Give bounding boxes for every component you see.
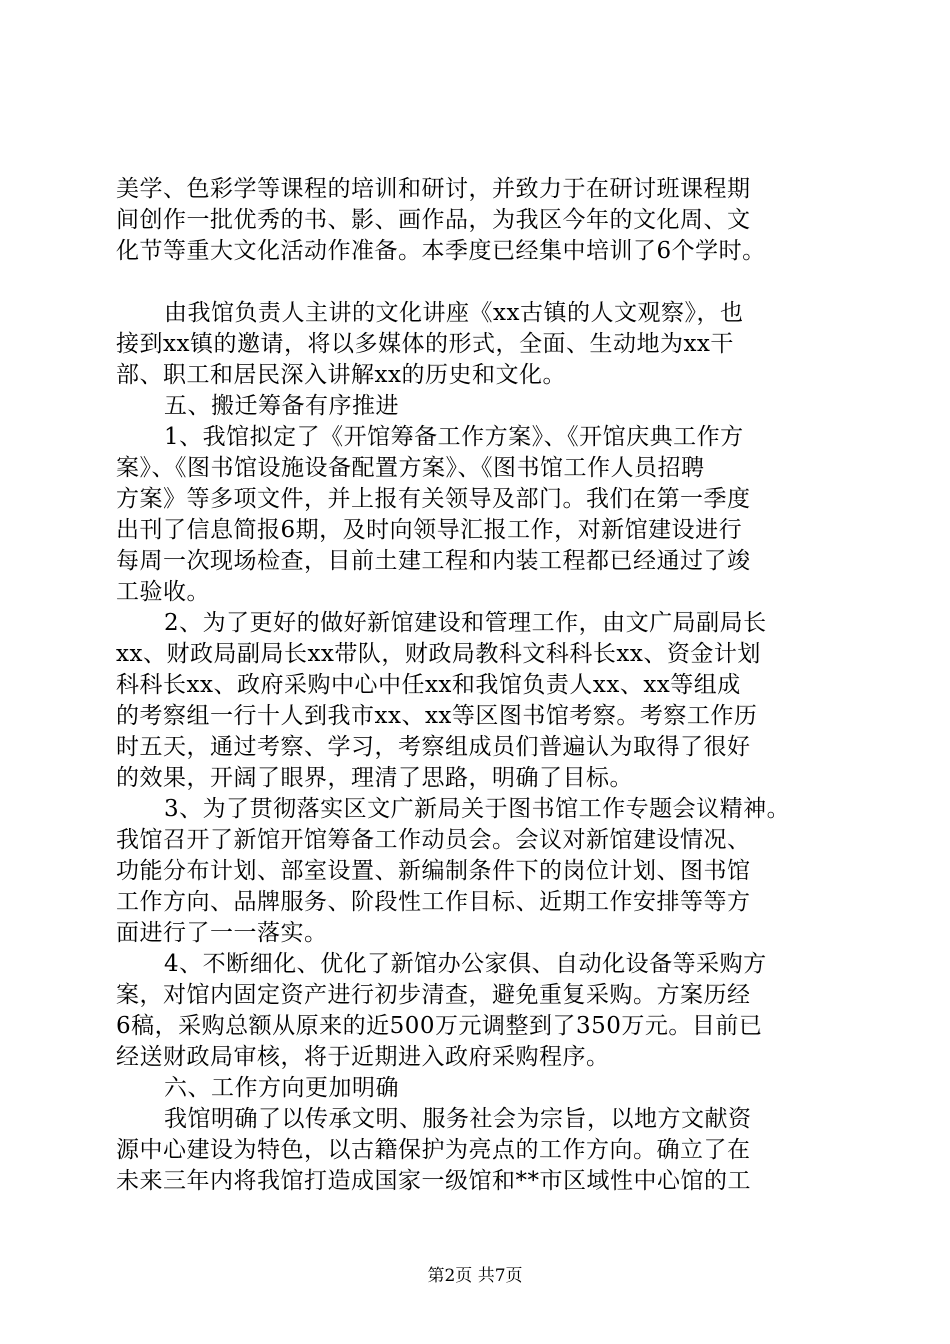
text-line: 案，对馆内固定资产进行初步清查，避免重复采购。方案历经 <box>116 982 751 1008</box>
text-line: 源中心建设为特色，以古籍保护为亮点的工作方向。确立了在 <box>116 1137 751 1163</box>
text-line: 2、为了更好的做好新馆建设和管理工作，由文广局副局长 <box>164 610 767 636</box>
text-line: 五、搬迁筹备有序推进 <box>164 393 399 419</box>
text-line: 功能分布计划、部室设置、新编制条件下的岗位计划、图书馆 <box>116 858 751 884</box>
text-line: 由我馆负责人主讲的文化讲座《xx古镇的人文观察》，也 <box>164 300 744 326</box>
text-line: 工作方向、品牌服务、阶段性工作目标、近期工作安排等等方 <box>116 889 751 915</box>
text-line: 时五天，通过考察、学习，考察组成员们普遍认为取得了很好 <box>116 734 751 760</box>
text-line: 科科长xx、政府采购中心中任xx和我馆负责人xx、xx等组成 <box>116 672 741 698</box>
text-line: 的考察组一行十人到我市xx、xx等区图书馆考察。考察工作历 <box>116 703 758 729</box>
text-line: 1、我馆拟定了《开馆筹备工作方案》、《开馆庆典工作方 <box>164 424 744 450</box>
text-line: 接到xx镇的邀请，将以多媒体的形式，全面、生动地为xx干 <box>116 331 734 357</box>
text-line: 的效果，开阔了眼界，理清了思路，明确了目标。 <box>116 765 633 791</box>
document-body <box>116 174 842 1197</box>
text-line: 每周一次现场检查，目前土建工程和内装工程都已经通过了竣 <box>116 548 751 574</box>
text-line: 工验收。 <box>116 579 210 605</box>
text-line: 部、职工和居民深入讲解xx的历史和文化。 <box>116 362 566 388</box>
text-line: 6稿，采购总额从原来的近500万元调整到了350万元。目前已 <box>116 1013 763 1039</box>
text-line: 我馆召开了新馆开馆筹备工作动员会。会议对新馆建设情况、 <box>116 827 751 853</box>
text-line: 3、为了贯彻落实区文广新局关于图书馆工作专题会议精神。 <box>164 796 791 822</box>
text-line: 间创作一批优秀的书、影、画作品，为我区今年的文化周、文 <box>116 207 751 233</box>
text-line: 面进行了一一落实。 <box>116 920 328 946</box>
text-line: xx、财政局副局长xx带队，财政局教科文科科长xx、资金计划 <box>116 641 761 667</box>
text-line: 4、不断细化、优化了新馆办公家俱、自动化设备等采购方 <box>164 951 767 977</box>
text-line: 我馆明确了以传承文明、服务社会为宗旨，以地方文献资 <box>164 1106 752 1132</box>
text-line: 方案》等多项文件，并上报有关领导及部门。我们在第一季度 <box>116 486 751 512</box>
text-line: 经送财政局审核，将于近期进入政府采购程序。 <box>116 1044 610 1070</box>
text-line: 未来三年内将我馆打造成国家一级馆和**市区域性中心馆的工 <box>116 1168 751 1194</box>
page-number-footer: 第2页 共7页 <box>427 1266 523 1286</box>
text-line: 化节等重大文化活动作准备。本季度已经集中培训了6个学时。 <box>116 238 766 264</box>
text-line: 美学、色彩学等课程的培训和研讨，并致力于在研讨班课程期 <box>116 176 751 202</box>
text-line: 案》、《图书馆设施设备配置方案》、《图书馆工作人员招聘 <box>116 455 705 481</box>
text-line: 出刊了信息简报6期，及时向领导汇报工作，对新馆建设进行 <box>116 517 743 543</box>
text-line: 六、工作方向更加明确 <box>164 1075 399 1101</box>
paragraph-spacer <box>116 267 842 298</box>
